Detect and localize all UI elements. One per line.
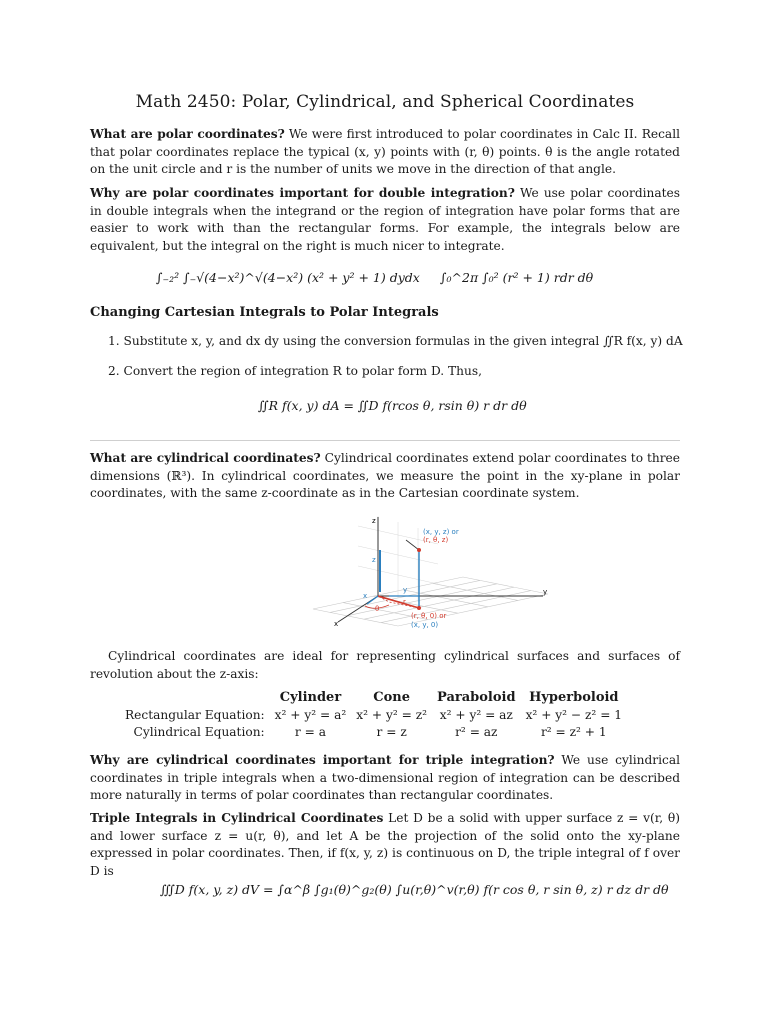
cyl-intro-heading: What are cylindrical coordinates? [90,451,321,465]
cyl-intro-paragraph [90,450,680,503]
table-cell: x² + y² = az [439,707,513,722]
x-label: x [363,592,368,600]
integral-right: ∫₀^2π ∫₀² (r² + 1) rdr dθ [440,270,594,285]
y-label: y [403,586,408,594]
polar-intro-text: We were first introduced to polar coordinates in Calc II. Recall that polar coordinates replace the typical (x, y) points with (r, θ) points. θ is the angle rotated on the unit circle and r is the number of units we move in the direction of that angle. [90,127,680,176]
axis-x-label: x [334,620,339,628]
table-cell: x² + y² − z² = 1 [525,707,623,722]
axis-y-label: y [543,588,548,596]
table-header-cell: Cone [373,690,411,705]
polar-importance-heading: Why are polar coordinates important for double integration? [90,186,515,200]
r-label: r [403,598,406,606]
table-cell: r² = z² + 1 [540,724,607,739]
table-header-cell: Hyperboloid [529,690,619,705]
table-cell: r = z [376,724,407,739]
table-header-cell: Cylinder [279,690,342,705]
surfaces-table [120,689,627,740]
triple-cyl-text: Let D be a solid with upper surface z = v(r, θ) and lower surface z = u(r, θ), and let A be the projection of the solid onto the xy-plane expressed in polar coordinates. Then, if f(x, y, z) is continuous on D, the triple integral of f over D is [90,811,680,878]
polar-importance-paragraph [90,185,680,255]
label-top: (x, y, z) or [423,528,459,536]
point-to-top [406,540,419,550]
polar-intro-heading: What are polar coordinates? [90,127,285,141]
table-header-cell: Paraboloid [437,690,516,705]
cyl-intro-text: Cylindrical coordinates extend polar coordinates to three dimensions (ℝ³). In cylindrical coordinates, we measure the point in the xy-plane in polar coordinates, with the same z-coordinate as in the Cartesian coordinate system. [90,451,680,500]
table-row-label: Cylindrical Equation: [133,724,265,739]
triple-cyl-paragraph [90,810,680,880]
cyl-importance-text: We use cylindrical coordinates in triple integrals when a two-dimensional region of integration can be described more naturally in terms of polar coordinates than rectangular coordinates. [90,753,680,802]
table-row [120,706,627,723]
z-label: z [372,556,376,564]
step-1: 1. Substitute x, y, and dx dy using the conversion formulas in the given integral ∬R f(x, y) dA [108,334,683,348]
label-bottom: (r, θ, 0) or [411,612,447,620]
table-row-label: Rectangular Equation: [125,707,265,722]
axis-z-label: z [372,517,376,525]
changing-heading: Changing Cartesian Integrals to Polar Integrals [90,305,439,320]
integral-left: ∫₋₂² ∫₋√(4−x²)^√(4−x²) (x² + y² + 1) dydx [156,270,420,285]
page-title: Math 2450: Polar, Cylindrical, and Spherical Coordinates [135,92,635,112]
table-cell: r = a [294,724,326,739]
point-bottom [417,606,421,610]
table-cell: r² = az [455,724,498,739]
table-cell: x² + y² = z² [356,707,428,722]
cyl-importance-heading: Why are cylindrical coordinates important for triple integration? [90,753,555,767]
cyl-ideal-paragraph: Cylindrical coordinates are ideal for representing cylindrical surfaces and surfaces of revolution about the z-axis: [90,649,680,681]
polar-importance-text: We use polar coordinates in double integrals when the integrand or the region of integration have polar forms that are easier to work with than the rectangular forms. For example, the integrals below are equivalent, but the integral on the right is much nicer to integrate. [90,186,681,253]
cyl-importance-paragraph [90,752,680,805]
table-row [120,723,627,740]
triple-integral-formula: ∭D f(x, y, z) dV = ∫α^β ∫g₁(θ)^g₂(θ) ∫u(r,θ)^v(r,θ) f(r cos θ, r sin θ, z) r dz dr dθ [160,882,669,897]
label-top-2: (r, θ, z) [423,536,449,544]
step-2: 2. Convert the region of integration R to polar form D. Thus, [108,364,482,378]
table-header-row [120,689,627,706]
triple-cyl-heading: Triple Integrals in Cylindrical Coordinates [90,811,384,825]
label-bottom-2: (x, y, 0) [411,621,439,629]
point-top [417,548,421,552]
cylindrical-coordinates-figure [303,514,553,634]
table-header-cell [120,689,270,706]
section-divider [90,440,680,441]
table-cell: x² + y² = a² [274,707,347,722]
polar-conversion-formula: ∬R f(x, y) dA = ∬D f(rcos θ, rsin θ) r dr dθ [258,398,527,413]
theta-label: θ [375,605,380,613]
polar-intro-paragraph [90,126,680,179]
